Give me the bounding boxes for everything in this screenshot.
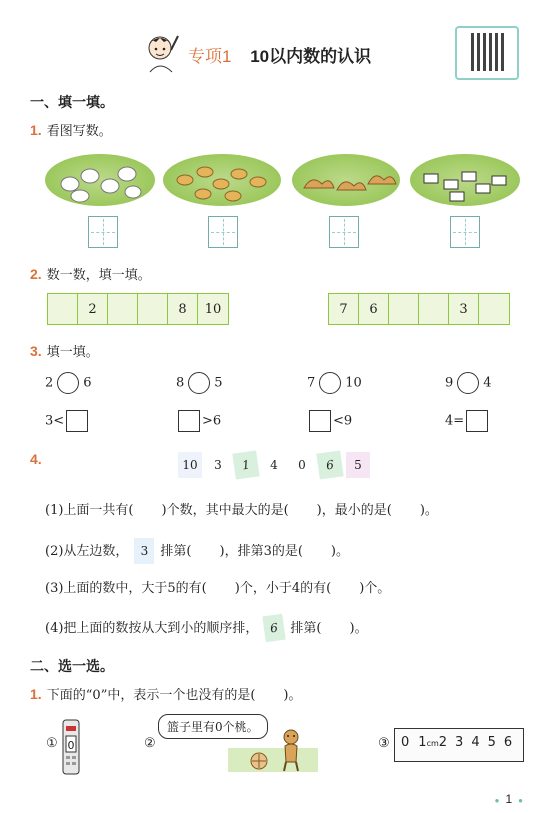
monkey-icon xyxy=(278,728,304,776)
question-1 xyxy=(30,120,112,139)
number-card: 6 xyxy=(316,450,343,479)
inequality-item xyxy=(176,410,221,432)
question-number: 4. xyxy=(30,451,42,467)
compare-circle[interactable] xyxy=(457,372,479,394)
number: 6 xyxy=(212,413,222,429)
question-text: 填一填。 xyxy=(46,345,99,360)
question-number: 1. xyxy=(30,686,42,702)
number-card: 4 xyxy=(262,452,286,478)
ruler-unit: cm xyxy=(426,739,439,748)
ruler-mark: 3 xyxy=(455,735,464,750)
answer-box[interactable] xyxy=(88,216,118,248)
answer-square[interactable] xyxy=(466,410,488,432)
text: )，排第3的是( xyxy=(219,544,303,559)
number: 9 xyxy=(445,375,454,391)
rabbits-picture xyxy=(45,154,155,206)
text: (4)把上面的数按从大到小的顺序排， xyxy=(45,621,259,636)
option-2-label[interactable]: ② xyxy=(144,736,156,751)
inequality-item xyxy=(45,410,90,432)
number-card: 6 xyxy=(263,614,286,643)
dots-decoration: ● xyxy=(494,796,500,805)
basket-icon xyxy=(250,752,268,774)
text: )。 xyxy=(330,544,349,559)
question-text: 下面的“0”中，表示一个也没有的是( xyxy=(46,688,256,703)
page-title: 10以内数的认识 xyxy=(250,47,372,66)
inequality-item xyxy=(445,410,490,432)
answer-box[interactable] xyxy=(208,216,238,248)
page-number-text: 1 xyxy=(505,792,513,806)
number: 3 xyxy=(45,413,54,429)
qr-code[interactable] xyxy=(455,26,519,80)
subquestion-2 xyxy=(45,538,349,564)
number: 6 xyxy=(83,375,92,391)
qr-code-pattern xyxy=(471,33,507,71)
text: )个，小于4的有( xyxy=(234,581,332,596)
operator: < xyxy=(53,413,65,429)
strip-cell[interactable]: 2 xyxy=(78,294,108,324)
compare-circle[interactable] xyxy=(188,372,210,394)
section-title: 一、填一填。 xyxy=(30,94,114,110)
number-card: 0 xyxy=(290,452,314,478)
question-2 xyxy=(30,264,151,283)
number-strip-right xyxy=(328,293,510,325)
number-card: 1 xyxy=(232,450,259,479)
answer-square[interactable] xyxy=(309,410,331,432)
question-number: 1. xyxy=(30,122,42,138)
zebras-picture xyxy=(410,154,520,206)
text: )个。 xyxy=(359,581,391,596)
text: )。 xyxy=(419,503,438,518)
ruler-mark: 0 xyxy=(401,735,410,750)
number-card: 10 xyxy=(178,452,202,478)
text: (2)从左边数， xyxy=(45,544,129,559)
number: 4 xyxy=(483,375,492,391)
answer-box[interactable] xyxy=(329,216,359,248)
operator: > xyxy=(202,413,213,429)
number-card: 3 xyxy=(206,452,230,478)
speech-bubble: 篮子里有0个桃。 xyxy=(158,714,268,739)
strip-cell[interactable] xyxy=(48,294,78,324)
strip-cell[interactable] xyxy=(479,294,509,324)
question-3 xyxy=(30,341,99,360)
number: 2 xyxy=(45,375,54,391)
ruler-mark: 1 xyxy=(418,735,427,750)
operator: = xyxy=(453,413,465,429)
ducks-picture xyxy=(163,154,281,206)
subquestion-3 xyxy=(45,577,390,596)
subquestion-4 xyxy=(45,615,368,641)
compare-item xyxy=(445,372,492,394)
text: (3)上面的数中，大于5的有( xyxy=(45,581,207,596)
answer-square[interactable] xyxy=(178,410,200,432)
number: 10 xyxy=(345,375,362,391)
option-3-label[interactable]: ③ xyxy=(378,736,390,751)
ruler-mark: 6 xyxy=(503,735,513,750)
question-text: 看图写数。 xyxy=(46,124,112,139)
compare-item xyxy=(307,372,362,394)
text: 排第( xyxy=(290,621,322,636)
compare-item xyxy=(45,372,92,394)
ruler-mark: 4 xyxy=(471,735,480,750)
strip-cell[interactable]: 6 xyxy=(359,294,389,324)
strip-cell[interactable] xyxy=(108,294,138,324)
grass-ground xyxy=(228,748,318,772)
dots-decoration: ● xyxy=(518,796,523,805)
strip-cell[interactable] xyxy=(419,294,449,324)
subquestion-1 xyxy=(45,499,438,518)
question-number: 2. xyxy=(30,266,42,282)
compare-circle[interactable] xyxy=(319,372,341,394)
answer-square[interactable] xyxy=(66,410,88,432)
strip-cell[interactable]: 7 xyxy=(329,294,359,324)
strip-cell[interactable] xyxy=(389,294,419,324)
number: 7 xyxy=(307,375,316,391)
text: )，最小的是( xyxy=(316,503,392,518)
number-card: 3 xyxy=(134,538,154,564)
number: 8 xyxy=(176,375,185,391)
option-1-label[interactable]: ① xyxy=(46,736,58,751)
question-text: 数一数，填一填。 xyxy=(46,268,151,283)
compare-circle[interactable] xyxy=(57,372,79,394)
boy-illustration xyxy=(140,30,184,74)
text: )个数，其中最大的是( xyxy=(161,503,289,518)
strip-cell[interactable]: 10 xyxy=(198,294,228,324)
strip-cell[interactable]: 3 xyxy=(449,294,479,324)
svg-text:0: 0 xyxy=(67,739,75,752)
ruler xyxy=(394,728,524,762)
answer-box[interactable] xyxy=(450,216,480,248)
camels-picture xyxy=(292,154,400,206)
compare-item xyxy=(176,372,223,394)
text: )。 xyxy=(349,621,368,636)
ruler-mark: 5 xyxy=(487,735,496,750)
number: 9 xyxy=(343,413,353,429)
question-4 xyxy=(30,449,42,468)
question-5 xyxy=(30,684,302,703)
strip-cell[interactable]: 8 xyxy=(168,294,198,324)
text: 排第( xyxy=(160,544,192,559)
question-text-end: )。 xyxy=(283,688,302,703)
page-number xyxy=(495,792,523,806)
ruler-mark: 2 xyxy=(438,735,448,750)
section-title: 二、选一选。 xyxy=(30,658,114,674)
page-header xyxy=(188,42,371,67)
number: 5 xyxy=(214,375,223,391)
question-number: 3. xyxy=(30,343,42,359)
inequality-item xyxy=(307,410,352,432)
number-cards xyxy=(178,452,374,478)
number: 4 xyxy=(445,413,454,429)
strip-cell[interactable] xyxy=(138,294,168,324)
text: (1)上面一共有( xyxy=(45,503,134,518)
number-card: 5 xyxy=(346,452,370,478)
remote-control-icon xyxy=(60,718,82,780)
topic-tag: 专项1 xyxy=(188,47,232,66)
number-strip-left xyxy=(47,293,229,325)
operator: < xyxy=(333,413,344,429)
